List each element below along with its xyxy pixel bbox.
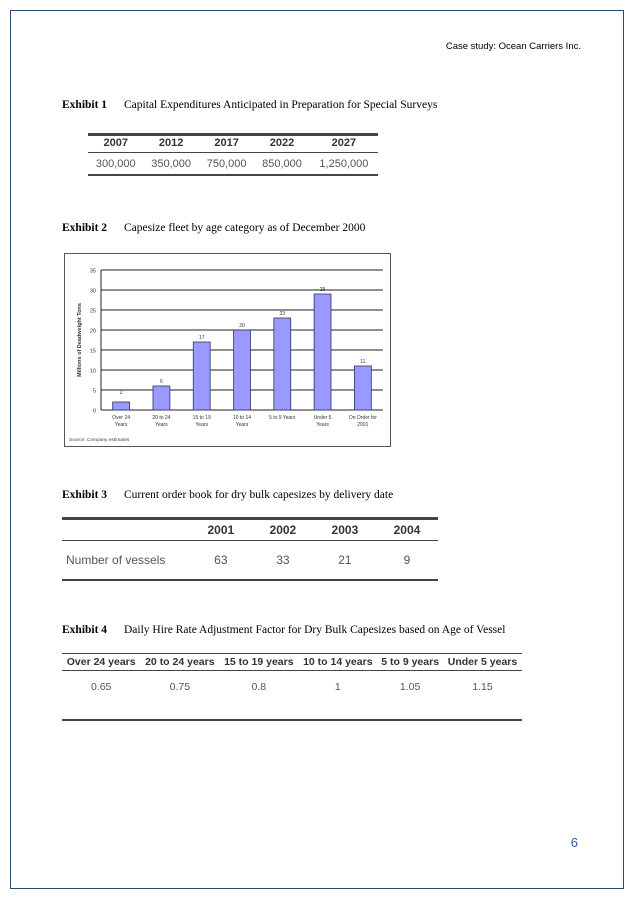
exhibit-label: Exhibit 1 — [62, 99, 108, 111]
table-cell: 21 — [338, 553, 352, 567]
bar — [314, 294, 331, 410]
table-cell: 63 — [214, 553, 228, 567]
table-header-row — [62, 520, 438, 541]
y-tick-label: 35 — [89, 268, 96, 275]
table-header-cell: 2027 — [310, 135, 378, 153]
exhibit-1-caption — [62, 99, 437, 111]
table-header-cell: Over 24 years — [62, 654, 140, 671]
x-tick-label: Years — [235, 422, 249, 428]
x-tick-label: Years — [316, 422, 329, 428]
y-tick-label: 0 — [92, 408, 96, 415]
x-tick-label: Under 5 — [313, 415, 332, 421]
x-tick-label: Years — [195, 422, 209, 428]
table-header-cell: 2007 — [88, 135, 143, 153]
table-header-cell: 2017 — [199, 135, 254, 153]
table-header-row — [62, 654, 522, 671]
table-header-cell: 15 to 19 years — [219, 654, 298, 671]
table-cell: 0.8 — [251, 681, 267, 693]
table-cell: 850,000 — [254, 153, 309, 176]
table-cell: 1.05 — [399, 681, 421, 693]
table-row — [62, 541, 438, 580]
hire-rate-table — [62, 653, 522, 721]
data-label: 17 — [198, 335, 205, 341]
x-tick-label: 15 to 19 — [192, 415, 211, 421]
x-tick-label: 20 to 24 — [152, 415, 171, 421]
exhibit-2-caption — [62, 222, 365, 234]
table-cell: 350,000 — [143, 153, 198, 176]
table-header-cell: 2003 — [314, 520, 376, 541]
y-tick-label: 10 — [89, 368, 96, 375]
table-cell: 0.65 — [90, 681, 112, 693]
bar — [193, 342, 210, 410]
data-label: 20 — [239, 323, 245, 329]
table-header-cell: 2012 — [143, 135, 198, 153]
x-tick-label: On Order for — [348, 415, 377, 421]
exhibit-label: Exhibit 2 — [62, 222, 108, 234]
page-number: 6 — [570, 835, 578, 850]
data-label: 2 — [119, 390, 123, 396]
table-header-cell: 5 to 9 years — [377, 654, 443, 671]
table-header-cell: 10 to 14 years — [298, 654, 377, 671]
table-header-cell: 2002 — [252, 520, 314, 541]
x-tick-label: 5 to 9 Years — [269, 415, 296, 421]
exhibit-3-caption — [62, 489, 393, 501]
row-label: Number of vessels — [66, 553, 166, 567]
bar — [153, 386, 170, 410]
x-tick-label: 2001 — [357, 422, 369, 428]
table-header-cell: 2004 — [376, 520, 438, 541]
fleet-age-chart — [64, 253, 391, 447]
table-cell: 300,000 — [88, 153, 143, 176]
x-tick-label: Years — [155, 422, 168, 428]
exhibit-label: Exhibit 3 — [62, 489, 108, 501]
exhibit-caption: Capital Expenditures Anticipated in Preparation for Special Surveys — [124, 99, 438, 111]
table-header-cell — [62, 520, 190, 541]
data-label: 6 — [160, 379, 163, 385]
x-tick-label: Years — [114, 422, 128, 428]
exhibit-caption: Current order book for dry bulk capesizes by delivery date — [124, 489, 394, 501]
y-tick-label: 5 — [92, 388, 96, 395]
data-label: 23 — [279, 311, 286, 317]
exhibit-4-caption — [62, 624, 505, 636]
table-row — [88, 153, 378, 176]
y-tick-label: 20 — [89, 328, 96, 335]
table-header-cell: Under 5 years — [443, 654, 522, 671]
chart-canvas — [65, 254, 390, 446]
table-cell: 750,000 — [199, 153, 254, 176]
y-tick-label: 25 — [89, 308, 96, 315]
exhibit-caption: Capesize fleet by age category as of December 2000 — [124, 222, 366, 234]
bar — [274, 318, 291, 410]
bar — [234, 330, 251, 410]
x-tick-label: Over 24 — [112, 415, 131, 421]
data-label: 11 — [360, 359, 366, 365]
table-header-cell: 2022 — [254, 135, 309, 153]
table-cell: 1.15 — [472, 681, 493, 693]
table-cell: 33 — [276, 553, 290, 567]
table-header-row — [88, 135, 378, 153]
running-title: Case study: Ocean Carriers Inc. — [445, 41, 581, 52]
table-row — [62, 671, 522, 720]
table-cell: 0.75 — [169, 681, 191, 693]
source-note: Source: Company estimates — [69, 438, 130, 443]
exhibit-caption: Daily Hire Rate Adjustment Factor for Dry Bulk Capesizes based on Age of Vessel — [124, 624, 506, 636]
capex-table — [88, 133, 378, 176]
bar — [354, 366, 371, 410]
y-tick-label: 30 — [89, 288, 96, 295]
order-book-table — [62, 517, 438, 581]
y-axis-label: Millions of Deadweight Tons — [77, 303, 83, 377]
table-cell: 1,250,000 — [310, 153, 378, 176]
data-label: 29 — [319, 287, 326, 293]
y-tick-label: 15 — [89, 348, 96, 355]
table-header-cell: 2001 — [190, 520, 252, 541]
x-tick-label: 10 to 14 — [232, 415, 252, 421]
exhibit-label: Exhibit 4 — [62, 624, 108, 636]
table-header-cell: 20 to 24 years — [140, 654, 219, 671]
table-cell: 9 — [403, 553, 411, 567]
table-cell: 1 — [334, 681, 341, 693]
bar — [113, 402, 130, 410]
